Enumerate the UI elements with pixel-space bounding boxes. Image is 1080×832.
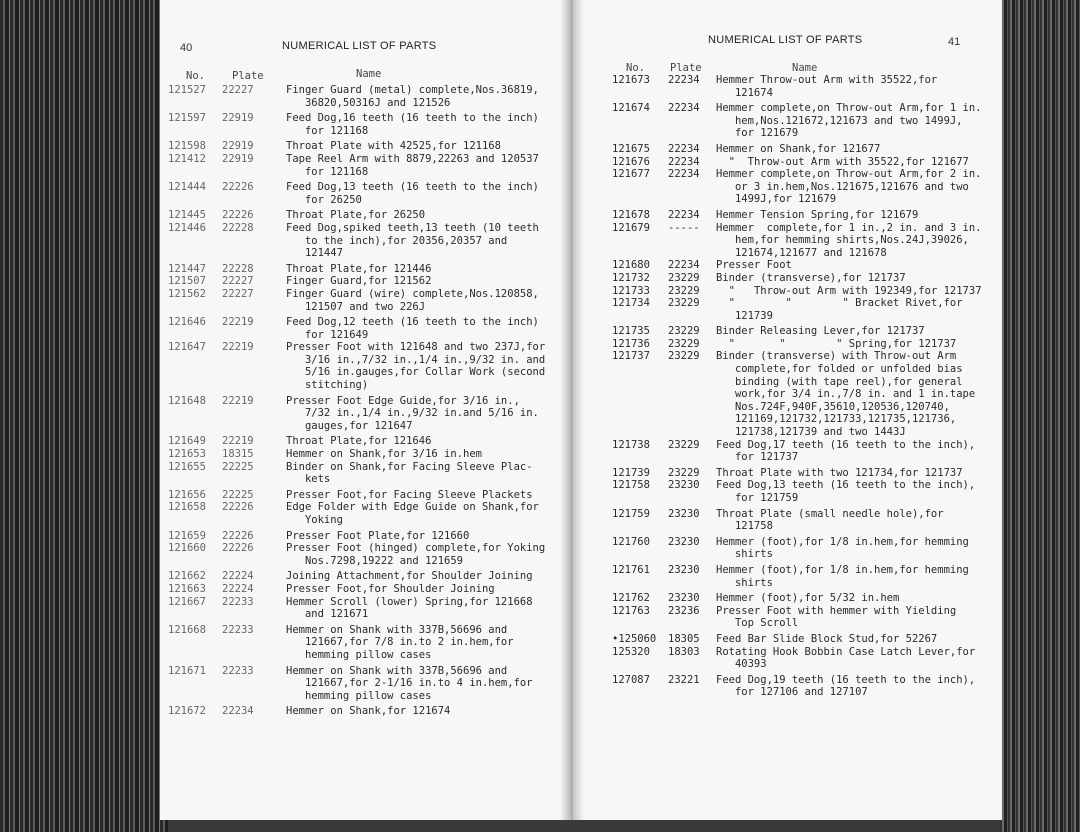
part-name: Presser Foot,for Shoulder Joining (286, 582, 495, 595)
part-name: Finger Guard (wire) complete,Nos.120858, 121507 and two 226J (286, 287, 539, 313)
part-number: 121446 (168, 221, 206, 234)
table-row (612, 325, 1002, 338)
part-number: 121527 (168, 84, 206, 96)
part-number: 127087 (612, 673, 650, 686)
plate-number: 23229 (668, 284, 700, 297)
part-name: Feed Dog,16 teeth (16 teeth to the inch) for 121168 (286, 112, 539, 137)
part-name: Presser Foot Edge Guide,for 3/16 in., 7/32 in.,1/4 in.,9/32 in.and 5/16 in. gauges,for 121647 (286, 394, 539, 432)
part-number: 121762 (612, 592, 650, 605)
table-row (168, 448, 560, 461)
table-row (612, 536, 1002, 561)
table-row (168, 153, 560, 178)
table-row (612, 674, 1002, 699)
table-row (612, 222, 1002, 260)
part-name: Presser Foot (hinged) complete,for Yoking Nos.7298,19222 and 121659 (286, 542, 546, 567)
plate-number: 18315 (222, 448, 254, 461)
table-row (168, 583, 560, 596)
plate-number: 22919 (222, 140, 254, 153)
table-row (168, 209, 560, 222)
plate-number: 22227 (222, 275, 254, 288)
plate-number: 22919 (222, 152, 254, 165)
part-number: 121562 (168, 287, 206, 300)
part-number: 121647 (168, 341, 206, 354)
part-name: Throat Plate with two 121734,for 121737 (716, 466, 963, 479)
column-header-name: Name (792, 62, 818, 74)
plate-number: 22228 (222, 262, 254, 275)
part-number: 121678 (612, 208, 650, 221)
part-number: 121412 (168, 152, 206, 165)
part-number: 121736 (612, 337, 650, 350)
part-number: 121653 (168, 448, 206, 461)
part-name: Throat Plate with 42525,for 121168 (286, 140, 501, 153)
plate-number: 23229 (668, 350, 700, 363)
part-number: •125060 (612, 632, 657, 645)
part-name: Binder (transverse),for 121737 (716, 271, 906, 284)
part-number: 121677 (612, 168, 650, 181)
part-number: 121733 (612, 284, 650, 297)
part-name: Tape Reel Arm with 8879,22263 and 120537 for 121168 (286, 152, 539, 178)
part-name: Throat Plate,for 121446 (286, 262, 432, 275)
plate-number: 22226 (222, 529, 254, 542)
column-header-plate: Plate (670, 62, 702, 74)
part-name: Feed Dog,19 teeth (16 teeth to the inch), for 127106 and 127107 (716, 673, 976, 699)
part-number: 121662 (168, 570, 206, 583)
page-title: NUMERICAL LIST OF PARTS (708, 34, 863, 46)
column-header-no: No. (626, 62, 645, 74)
plate-number: 22234 (668, 74, 700, 86)
part-number: 121660 (168, 542, 206, 555)
part-name: Throat Plate,for 121646 (286, 435, 432, 448)
part-name: Feed Dog,13 teeth (16 teeth to the inch) for 26250 (286, 181, 539, 206)
column-header-name: Name (356, 68, 382, 80)
part-number: 121674 (612, 102, 650, 115)
plate-number: 23230 (668, 535, 700, 548)
part-name: Binder on Shank,for Facing Sleeve Plac- kets (286, 460, 533, 486)
part-name: Hemmer Scroll (lower) Spring,for 121668 and 121671 (286, 595, 533, 621)
table-row (168, 341, 560, 391)
plate-number: 22226 (222, 542, 254, 555)
plate-number: 22234 (668, 168, 700, 181)
plate-number: 22226 (222, 501, 254, 514)
part-number: 121680 (612, 259, 650, 272)
table-row (168, 665, 560, 703)
table-row (168, 461, 560, 486)
part-number: 121676 (612, 155, 650, 168)
part-name: Hemmer complete,on Throw-out Arm,for 2 in. or 3 in.hem,Nos.121675,121676 and two 1499J,for 121679 (716, 168, 982, 206)
part-name: Hemmer (foot),for 1/8 in.hem,for hemming shirts (716, 535, 969, 561)
plate-number: 22226 (222, 181, 254, 194)
table-row (168, 84, 560, 109)
plate-number: 22219 (222, 316, 254, 329)
part-number: 121597 (168, 112, 206, 125)
part-name: Presser Foot with hemmer with Yielding Top Scroll (716, 604, 957, 630)
part-number: 125320 (612, 645, 650, 658)
part-number: 121648 (168, 394, 206, 407)
table-row (612, 259, 1002, 272)
plate-number: 22233 (222, 595, 254, 608)
table-row (168, 263, 560, 276)
part-number: 121663 (168, 582, 206, 595)
right-page (570, 0, 1002, 820)
plate-number: 22224 (222, 570, 254, 583)
part-number: 121759 (612, 507, 650, 520)
part-name: Feed Dog,12 teeth (16 teeth to the inch) for 121649 (286, 316, 539, 341)
plate-number: 22219 (222, 394, 254, 407)
plate-number: 22234 (668, 259, 700, 272)
table-row (612, 350, 1002, 438)
part-name: Hemmer (foot),for 1/8 in.hem,for hemming shirts (716, 563, 969, 589)
part-name: Hemmer Tension Spring,for 121679 (716, 208, 919, 221)
table-row (168, 596, 560, 621)
part-number: 121763 (612, 604, 650, 617)
part-number: 121667 (168, 595, 206, 608)
part-number: 121507 (168, 275, 206, 288)
part-name: Hemmer on Shank with 337B,56696 and 121667,for 2-1/16 in.to 4 in.hem,for hemming pillow cases (286, 664, 533, 702)
plate-number: 22224 (222, 582, 254, 595)
table-row (612, 467, 1002, 480)
plate-number: 23230 (668, 507, 700, 520)
book-gutter-shadow (560, 0, 584, 820)
plate-number: 18303 (668, 645, 700, 658)
part-number: 121447 (168, 262, 206, 275)
plate-number: 22225 (222, 460, 254, 473)
plate-number: 22919 (222, 112, 254, 125)
part-number: 121734 (612, 297, 650, 310)
part-number: 121655 (168, 460, 206, 473)
table-row (168, 395, 560, 433)
table-row (168, 140, 560, 153)
table-row (168, 112, 560, 137)
table-row (612, 156, 1002, 169)
plate-number: 22234 (668, 208, 700, 221)
table-row (168, 501, 560, 526)
table-row (612, 272, 1002, 285)
table-row (168, 705, 560, 718)
table-row (168, 316, 560, 341)
part-name: Throat Plate,for 26250 (286, 209, 426, 222)
part-name: Presser Foot Plate,for 121660 (286, 529, 470, 542)
plate-number: 23229 (668, 438, 700, 451)
part-number: 121445 (168, 209, 206, 222)
table-row (168, 222, 560, 260)
part-name: Presser Foot (716, 259, 792, 272)
table-row (612, 143, 1002, 156)
table-row (168, 624, 560, 662)
part-name: Rotating Hook Bobbin Case Latch Lever,for 40393 (716, 645, 976, 671)
plate-number: 22225 (222, 488, 254, 501)
plate-number: 23230 (668, 479, 700, 492)
part-number: 121732 (612, 271, 650, 284)
table-row (612, 209, 1002, 222)
table-row (168, 275, 560, 288)
part-number: 121598 (168, 140, 206, 153)
plate-number: 22234 (668, 155, 700, 168)
part-name: Feed Dog,17 teeth (16 teeth to the inch), for 121737 (716, 438, 976, 464)
part-number: 121656 (168, 488, 206, 501)
parts-list (612, 74, 1002, 699)
plate-number: ----- (668, 221, 700, 234)
part-number: 121646 (168, 316, 206, 329)
part-name: Hemmer on Shank,for 121677 (716, 142, 881, 155)
plate-number: 22228 (222, 221, 254, 234)
table-row (612, 605, 1002, 630)
part-number: 121673 (612, 74, 650, 86)
table-row (168, 435, 560, 448)
book-edge-right (1000, 0, 1080, 832)
part-name: " " " Bracket Rivet,for 121739 (728, 297, 963, 322)
part-number: 121675 (612, 142, 650, 155)
table-row (168, 530, 560, 543)
plate-number: 18305 (668, 632, 700, 645)
part-number: 121659 (168, 529, 206, 542)
plate-number: 22234 (668, 102, 700, 115)
left-page (160, 0, 571, 820)
part-number: 121735 (612, 325, 650, 338)
part-name: Hemmer on Shank with 337B,56696 and 121667,for 7/8 in.to 2 in.hem,for hemming pillow cases (286, 623, 514, 661)
plate-number: 22227 (222, 287, 254, 300)
page-title: NUMERICAL LIST OF PARTS (282, 40, 437, 52)
part-name: Joining Attachment,for Shoulder Joining (286, 570, 533, 583)
plate-number: 22233 (222, 623, 254, 636)
table-row (612, 338, 1002, 351)
part-number: 121758 (612, 479, 650, 492)
column-header-no: No. (186, 70, 205, 82)
part-number: 121658 (168, 501, 206, 514)
table-row (612, 646, 1002, 671)
part-number: 121672 (168, 705, 206, 718)
part-number: 121649 (168, 435, 206, 448)
part-name: " Throw-out Arm with 192349,for 121737 (716, 284, 982, 297)
plate-number: 23229 (668, 271, 700, 284)
plate-number: 23230 (668, 563, 700, 576)
plate-number: 23229 (668, 337, 700, 350)
page-number: 40 (180, 42, 193, 54)
part-name: Hemmer on Shank,for 121674 (286, 705, 451, 718)
part-number: 121738 (612, 438, 650, 451)
part-number: 121761 (612, 563, 650, 576)
table-row (612, 564, 1002, 589)
plate-number: 23229 (668, 297, 700, 310)
part-number: 121671 (168, 664, 206, 677)
plate-number: 22227 (222, 84, 254, 96)
table-row (612, 633, 1002, 646)
table-row (612, 479, 1002, 504)
part-name: Binder (transverse) with Throw-out Arm complete,for folded or unfolded bias binding (with tape reel),for general work,for 3/4 in.,7/8 in. and 1 in.tape Nos.724F,940F,35610,120536,120740, 121169,121732,121733,121735,121736, 121738,121739 and two 1443J (716, 350, 976, 439)
part-name: Hemmer complete,on Throw-out Arm,for 1 in. hem,Nos.121672,121673 and two 1499J, for 121679 (716, 102, 982, 140)
table-row (612, 592, 1002, 605)
part-number: 121760 (612, 535, 650, 548)
table-row (612, 439, 1002, 464)
plate-number: 22234 (668, 142, 700, 155)
plate-number: 22226 (222, 209, 254, 222)
table-row (612, 508, 1002, 533)
part-name: Hemmer (foot),for 5/32 in.hem (716, 592, 900, 605)
part-name: Throat Plate (small needle hole),for 121758 (716, 507, 944, 533)
part-name: " " " Spring,for 121737 (716, 337, 957, 350)
part-number: 121668 (168, 623, 206, 636)
parts-list (168, 84, 560, 718)
table-row (612, 74, 1002, 99)
part-name: Feed Dog,13 teeth (16 teeth to the inch), for 121759 (716, 479, 976, 504)
table-row (168, 542, 560, 567)
table-row (168, 288, 560, 313)
part-number: 121739 (612, 466, 650, 479)
part-name: Finger Guard (metal) complete,Nos.36819, 36820,50316J and 121526 (286, 84, 539, 109)
plate-number: 23236 (668, 604, 700, 617)
part-number: 121444 (168, 181, 206, 194)
plate-number: 23230 (668, 592, 700, 605)
part-name: Binder Releasing Lever,for 121737 (716, 325, 925, 338)
plate-number: 23221 (668, 673, 700, 686)
table-row (168, 489, 560, 502)
plate-number: 22219 (222, 341, 254, 354)
table-row (612, 102, 1002, 140)
plate-number: 22219 (222, 435, 254, 448)
plate-number: 22234 (222, 705, 254, 718)
part-name: Finger Guard,for 121562 (286, 275, 432, 288)
table-row (168, 181, 560, 206)
plate-number: 23229 (668, 466, 700, 479)
part-number: 121679 (612, 221, 650, 234)
table-row (612, 168, 1002, 206)
part-name: Feed Dog,spiked teeth,13 teeth (10 teeth to the inch),for 20356,20357 and 121447 (286, 221, 539, 260)
plate-number: 22233 (222, 664, 254, 677)
part-name: " Throw-out Arm with 35522,for 121677 (716, 155, 969, 168)
plate-number: 23229 (668, 325, 700, 338)
table-row (168, 570, 560, 583)
column-header-plate: Plate (232, 70, 264, 82)
part-name: Feed Bar Slide Block Stud,for 52267 (716, 632, 938, 645)
part-name: Presser Foot with 121648 and two 237J,for 3/16 in.,7/32 in.,1/4 in.,9/32 in. and 5/16 in.gauges,for Collar Work (second stitching) (286, 341, 546, 392)
part-number: 121737 (612, 350, 650, 363)
part-name: Hemmer Throw-out Arm with 35522,for 121674 (716, 74, 938, 99)
part-name: Hemmer complete,for 1 in.,2 in. and 3 in. hem,for hemming shirts,Nos.24J,39026, 121674,121677 and 121678 (716, 221, 982, 259)
table-row (612, 297, 1002, 322)
book-edge-left (0, 0, 168, 832)
part-name: Presser Foot,for Facing Sleeve Plackets (286, 488, 533, 501)
page-number: 41 (948, 36, 961, 48)
part-name: Edge Folder with Edge Guide on Shank,for Yoking (286, 501, 539, 526)
part-name: Hemmer on Shank,for 3/16 in.hem (286, 448, 482, 461)
table-row (612, 285, 1002, 298)
